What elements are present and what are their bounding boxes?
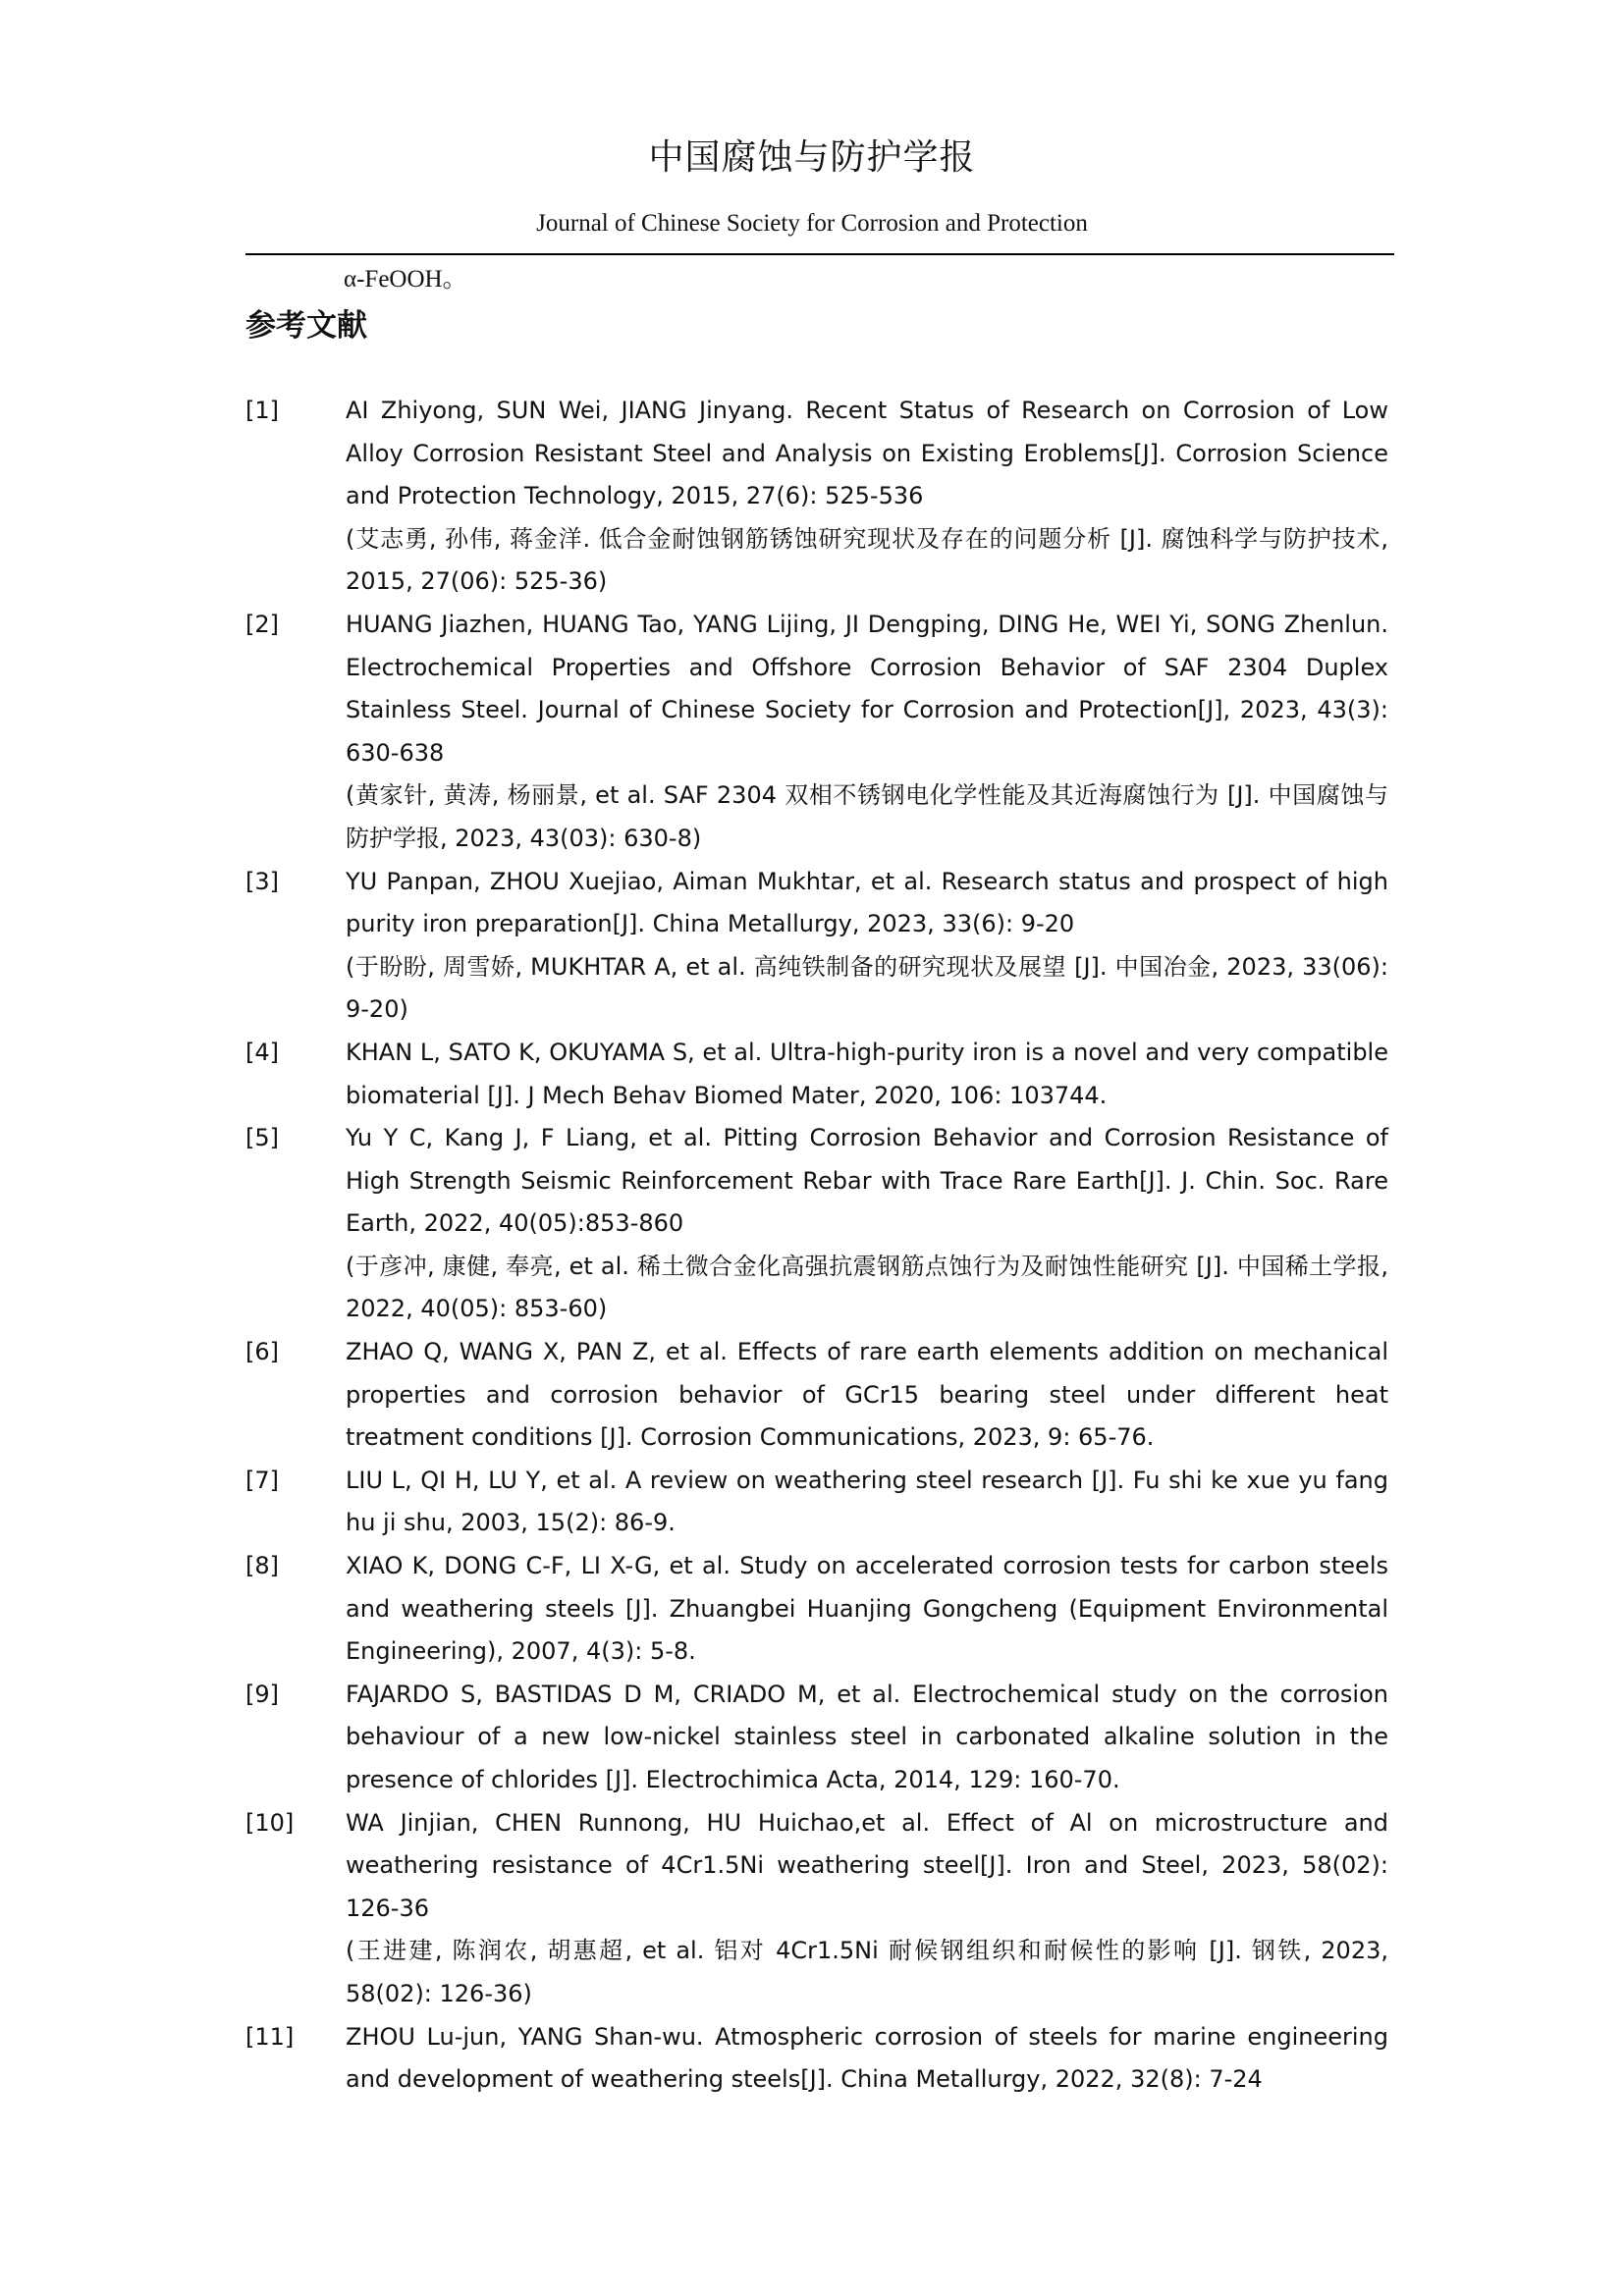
reference-text-en: AI Zhiyong, SUN Wei, JIANG Jinyang. Recent Status of Research on Corrosion of Low Alloy Corrosion Resistant Steel and Analysis on Existing Eroblems[J]. Corrosion Science and Protection Technology, 2015, 27(6): 525-536 [346,397,1388,510]
reference-item [245,2016,1388,2102]
carryover-text: α-FeOOH。 [344,266,467,293]
reference-number: [10] [245,1808,295,1837]
reference-item [245,861,1388,1032]
header-divider [245,253,1394,255]
reference-body [346,1802,1388,2016]
reference-text-cn: (于盼盼, 周雪娇, MUKHTAR A, et al. 高纯铁制备的研究现状及展望 [J]. 中国冶金, 2023, 33(06): 9-20) [346,952,1388,1024]
reference-text-en: ZHAO Q, WANG X, PAN Z, et al. Effects of rare earth elements addition on mechanical properties and corrosion behavior of GCr15 bearing steel under different heat treatment conditions [J]. Corrosion Communications, 2023, 9: 65-76. [346,1338,1388,1452]
section-title-references: 参考文献 [245,308,367,344]
reference-body [346,604,1388,861]
reference-text-cn: (于彦冲, 康健, 奉亮, et al. 稀土微合金化高强抗震钢筋点蚀行为及耐蚀性能研究 [J]. 中国稀土学报, 2022, 40(05): 853-60) [346,1252,1388,1323]
reference-number: [1] [245,397,279,424]
reference-body [346,1460,1388,1545]
reference-text-en: WA Jinjian, CHEN Runnong, HU Huichao,et al. Effect of Al on microstructure and weathering resistance of 4Cr1.5Ni weathering steel[J]. Iron and Steel, 2023, 58(02): 126-36 [346,1808,1388,1922]
reference-item [245,1460,1388,1545]
reference-number: [2] [245,610,279,638]
reference-number: [11] [245,2022,295,2051]
reference-list [245,390,1388,2102]
reference-body [346,1032,1388,1117]
journal-title-en: Journal of Chinese Society for Corrosion and Protection [536,210,1088,237]
reference-body [346,1331,1388,1460]
reference-number: [7] [245,1466,279,1494]
reference-body [346,390,1388,604]
reference-number: [4] [245,1038,279,1066]
reference-text-en: FAJARDO S, BASTIDAS D M, CRIADO M, et al. Electrochemical study on the corrosion behaviour of a new low-nickel stainless steel in carbonated alkaline solution in the presence of chlorides [J]. Electrochimica Acta, 2014, 129: 160-70. [346,1680,1388,1793]
reference-item [245,1331,1388,1460]
reference-text-cn: (黄家针, 黄涛, 杨丽景, et al. SAF 2304 双相不锈钢电化学性能及其近海腐蚀行为 [J]. 中国腐蚀与防护学报, 2023, 43(03): 630-8) [346,781,1388,852]
journal-title-cn: 中国腐蚀与防护学报 [648,137,976,178]
reference-number: [6] [245,1338,279,1366]
reference-text-cn: (艾志勇, 孙伟, 蒋金洋. 低合金耐蚀钢筋锈蚀研究现状及存在的问题分析 [J]. 腐蚀科学与防护技术, 2015, 27(06): 525-36) [346,524,1388,596]
reference-number: [8] [245,1552,279,1580]
reference-body [346,2016,1388,2102]
reference-item [245,390,1388,604]
reference-body [346,1117,1388,1331]
reference-text-en: KHAN L, SATO K, OKUYAMA S, et al. Ultra-high-purity iron is a novel and very compatible biomaterial [J]. J Mech Behav Biomed Mater, 2020, 106: 103744. [346,1038,1388,1109]
reference-text-en: HUANG Jiazhen, HUANG Tao, YANG Lijing, JI Dengping, DING He, WEI Yi, SONG Zhenlun. Electrochemical Properties and Offshore Corrosion Behavior of SAF 2304 Duplex Stainless Steel. Journal of Chinese Society for Corrosion and Protection[J], 2023, 43(3): 630-638 [346,610,1388,767]
reference-item [245,1674,1388,1802]
reference-text-en: Yu Y C, Kang J, F Liang, et al. Pitting Corrosion Behavior and Corrosion Resistance of High Strength Seismic Reinforcement Rebar with Trace Rare Earth[J]. J. Chin. Soc. Rare Earth, 2022, 40(05):853-860 [346,1124,1388,1238]
reference-text-cn: (王进建, 陈润农, 胡惠超, et al. 铝对 4Cr1.5Ni 耐候钢组织和耐候性的影响 [J]. 钢铁, 2023, 58(02): 126-36) [346,1937,1388,2007]
reference-body [346,1674,1388,1802]
reference-item [245,1032,1388,1117]
reference-item [245,1545,1388,1674]
reference-text-en: YU Panpan, ZHOU Xuejiao, Aiman Mukhtar, et al. Research status and prospect of high purity iron preparation[J]. China Metallurgy, 2023, 33(6): 9-20 [346,867,1388,938]
reference-number: [3] [245,867,279,895]
reference-number: [5] [245,1124,279,1152]
reference-item [245,604,1388,861]
reference-text-en: ZHOU Lu-jun, YANG Shan-wu. Atmospheric corrosion of steels for marine engineering and development of weathering steels[J]. China Metallurgy, 2022, 32(8): 7-24 [346,2022,1388,2094]
reference-number: [9] [245,1680,279,1708]
reference-body [346,1545,1388,1674]
reference-body [346,861,1388,1032]
reference-item [245,1802,1388,2016]
reference-item [245,1117,1388,1331]
reference-text-en: XIAO K, DONG C-F, LI X-G, et al. Study on accelerated corrosion tests for carbon steels and weathering steels [J]. Zhuangbei Huanjing Gongcheng (Equipment Environmental Engineering), 2007, 4(3): 5-8. [346,1552,1388,1666]
reference-text-en: LIU L, QI H, LU Y, et al. A review on weathering steel research [J]. Fu shi ke xue yu fang hu ji shu, 2003, 15(2): 86-9. [346,1466,1388,1537]
